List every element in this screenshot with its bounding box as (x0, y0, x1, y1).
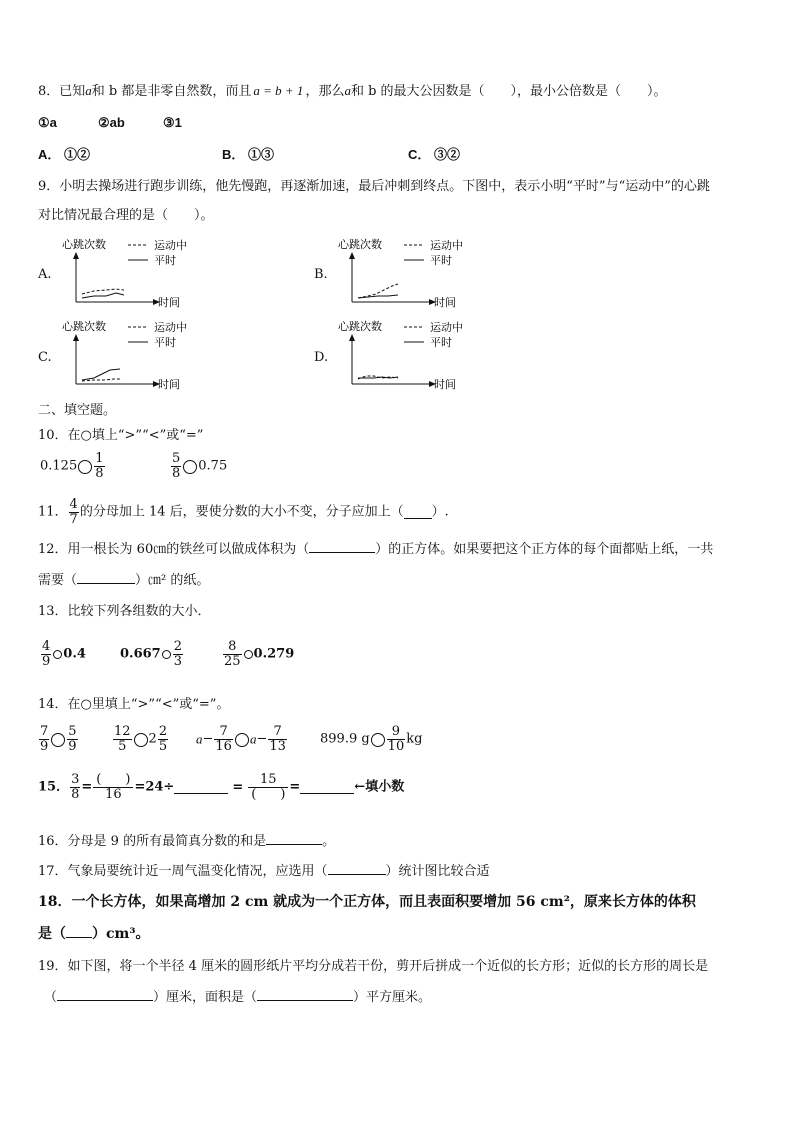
option-text: ③② (434, 147, 461, 162)
question-12-line1 (38, 540, 713, 559)
q10-expr-1 (40, 452, 106, 481)
graph-a[interactable] (58, 234, 208, 310)
graph-b[interactable] (334, 234, 484, 310)
answer-blank[interactable] (404, 506, 432, 519)
question-14: 14．在○里填上“>”“<”或“=”。 (38, 697, 230, 712)
compare-circle[interactable] (183, 460, 197, 474)
option-letter: A． (38, 147, 61, 162)
value: 0.75 (198, 458, 228, 474)
denominator: 8 (71, 787, 80, 802)
answer-blank[interactable] (257, 988, 353, 1001)
graph-b-letter[interactable]: B. (314, 267, 328, 282)
numerator: 7 (40, 724, 49, 739)
q8-text: 和 b 都是非零自然数，而且 (91, 84, 252, 99)
question-9-line1: 9．小明去操场进行跑步训练，他先慢跑，再逐渐加速，最后冲刺到终点。下图中，表示小明“平时”与“运动中”的心跳 (38, 179, 710, 194)
q16-text: 16．分母是 9 的所有最简真分数的和是 (38, 834, 267, 849)
numerator: 2 (158, 724, 168, 739)
graph-d[interactable] (334, 316, 484, 392)
y-axis-label: 心跳次数 (338, 238, 382, 251)
option-letter: C． (408, 147, 431, 162)
question-9-line2: 对比情况最合理的是（ ）。 (38, 208, 214, 223)
q8-choice-2: ②ab (98, 115, 125, 130)
q15-text: =24÷ (134, 779, 175, 795)
fraction (69, 498, 79, 527)
equals-sign: = (232, 779, 244, 795)
equation: a = b + 1 (253, 83, 304, 98)
q14-expr-4 (320, 725, 422, 754)
answer-blank[interactable] (300, 781, 354, 794)
y-axis-label: 心跳次数 (338, 320, 382, 333)
numerator: 5 (68, 724, 77, 739)
numerator: 4 (42, 639, 51, 654)
series-normal-line (82, 293, 124, 298)
numerator: 9 (387, 725, 406, 740)
value: 0.4 (63, 646, 86, 662)
legend-dash-label: 运动中 (154, 239, 187, 252)
denominator: 25 (224, 654, 241, 669)
question-10: 10．在○填上“>”“<”或“=” (38, 428, 204, 443)
question-17 (38, 862, 490, 881)
denominator: 9 (40, 739, 49, 754)
question-11 (38, 498, 449, 527)
q14-expr-1 (38, 725, 79, 754)
denominator: 9 (68, 739, 77, 754)
option-letter: B． (222, 147, 245, 162)
legend-solid-label: 平时 (430, 336, 452, 349)
denominator: 13 (269, 739, 286, 754)
section-heading: 二、填空题。 (38, 403, 117, 418)
q11-end: ）. (431, 504, 449, 520)
q8-option-a[interactable] (38, 146, 90, 164)
q8-text: 已知 (59, 84, 86, 99)
y-axis-arrow (349, 252, 355, 259)
q18-text: ）cm³。 (92, 926, 150, 942)
legend-solid-label: 平时 (154, 336, 176, 349)
q16-end: 。 (322, 834, 336, 849)
question-18-line1: 18．一个长方体，如果高增加 2 cm 就成为一个正方体，而且表面积要增加 56 cm²，原来长方体的体积 (38, 894, 696, 910)
denominator: 16 (105, 787, 122, 802)
q12-text: ）㎝² 的纸。 (135, 573, 210, 588)
y-axis-label: 心跳次数 (62, 238, 106, 251)
q15-end: ←填小数 (354, 779, 405, 795)
var-a: a (344, 83, 351, 98)
unit: kg (406, 731, 423, 747)
fraction (387, 725, 406, 754)
q14-expr-2 (112, 725, 169, 754)
x-axis-label: 时间 (434, 378, 456, 391)
numerator: 1 (95, 451, 104, 466)
question-number: 11． (38, 504, 68, 520)
var-a: a (196, 731, 203, 747)
denominator: 16 (215, 739, 232, 754)
equals-sign: = (289, 779, 301, 795)
minus-sign: − (202, 731, 214, 747)
x-axis-label: 时间 (158, 378, 180, 391)
denominator: 5 (158, 739, 168, 754)
fraction (158, 725, 168, 754)
fraction (113, 725, 132, 754)
answer-blank[interactable] (66, 925, 92, 938)
compare-circle[interactable] (235, 733, 249, 747)
compare-circle[interactable] (162, 650, 171, 659)
y-axis-arrow (73, 334, 79, 341)
answer-blank[interactable] (309, 540, 375, 553)
numerator: 2 (173, 639, 182, 654)
graph-d-letter[interactable]: D. (314, 350, 329, 365)
minus-sign: − (256, 731, 268, 747)
denominator: 9 (42, 654, 51, 669)
fraction (173, 640, 183, 669)
legend-dash-label: 运动中 (154, 321, 187, 334)
denominator: 8 (172, 466, 181, 481)
q12-text: 12．用一根长为 60㎝的铁丝可以做成体积为（ (38, 542, 310, 557)
y-axis-arrow (349, 334, 355, 341)
q8-choice-3: ③1 (163, 115, 182, 130)
equals-sign: = (81, 779, 93, 795)
question-number: 8． (38, 84, 60, 99)
graph-c[interactable] (58, 316, 208, 392)
var-a: a (249, 731, 257, 747)
fraction (39, 725, 49, 754)
compare-circle[interactable] (53, 650, 62, 659)
question-number: 15． (38, 779, 70, 795)
legend-dash-label: 运动中 (430, 321, 463, 334)
whole-number: 2 (148, 731, 157, 747)
series-normal-line (82, 369, 120, 380)
value: 0.279 (253, 646, 295, 662)
q10-expr-2 (170, 452, 227, 481)
numerator: 12 (114, 724, 131, 739)
q13-expr-3 (222, 640, 294, 669)
answer-blank[interactable] (328, 862, 386, 875)
value: 899.9 g (320, 731, 370, 747)
question-8 (38, 82, 667, 101)
compare-circle[interactable] (244, 650, 253, 659)
fraction (171, 452, 181, 481)
y-axis-arrow (73, 252, 79, 259)
numerator: 7 (214, 725, 233, 740)
q13-expr-1 (40, 640, 86, 669)
numerator: 4 (69, 497, 78, 512)
q8-option-b[interactable] (222, 146, 274, 164)
graph-a-letter[interactable]: A. (38, 267, 52, 282)
legend-dash-label: 运动中 (430, 239, 463, 252)
q8-text: ，那么 (305, 84, 345, 99)
compare-circle[interactable] (78, 460, 92, 474)
q18-text: 是（ (38, 926, 66, 942)
question-16 (38, 832, 335, 851)
q14-expr-3 (196, 725, 288, 754)
denominator: 3 (173, 654, 182, 669)
fraction (70, 773, 80, 802)
fraction-blank[interactable]: $\frac{( )}{16}$ (93, 773, 133, 802)
q8-text: 和 b 的最大公因数是（ ），最小公倍数是（ ）。 (350, 84, 667, 99)
option-text: ①② (64, 147, 91, 162)
answer-blank[interactable] (174, 781, 228, 794)
fraction-blank[interactable]: $\frac{15}{( )}$ (248, 773, 288, 802)
compare-circle[interactable] (134, 733, 148, 747)
value: 0.125 (40, 458, 78, 474)
option-text: ①③ (248, 147, 275, 162)
q19-text: ）厘米，面积是（ (153, 990, 258, 1005)
question-19-line2 (44, 988, 431, 1007)
numerator: 15 (248, 773, 288, 788)
fraction (223, 640, 242, 669)
value: 0.667 (120, 646, 161, 662)
numerator: 3 (71, 772, 80, 787)
q8-choice-1: ①a (38, 115, 57, 130)
q11-text: 的分母加上 14 后，要使分数的大小不变，分子应加上（ (79, 504, 404, 520)
fraction (41, 640, 51, 669)
fraction (268, 725, 287, 754)
answer-blank[interactable] (266, 832, 322, 845)
q19-text: ）平方厘米。 (353, 990, 432, 1005)
x-axis-label: 时间 (158, 296, 180, 309)
fraction (214, 725, 233, 754)
numerator: 8 (223, 640, 242, 655)
denominator: 10 (387, 739, 405, 754)
graph-c-letter[interactable]: C. (38, 350, 52, 365)
q12-text: ）的正方体。如果要把这个正方体的每个面都贴上纸，一共 (375, 542, 714, 557)
var-a: a (85, 83, 92, 98)
question-12-line2 (38, 571, 209, 590)
q19-text: （ (44, 990, 58, 1005)
compare-circle[interactable] (371, 733, 385, 747)
numerator: 5 (172, 451, 181, 466)
y-axis-label: 心跳次数 (62, 320, 106, 333)
question-18-line2 (38, 924, 149, 944)
denominator: 8 (95, 466, 104, 481)
question-13: 13．比较下列各组数的大小． (38, 604, 211, 619)
numerator: 7 (268, 725, 287, 740)
question-19-line1: 19．如下图，将一个半径 4 厘米的圆形纸片平均分成若干份，剪开后拼成一个近似的长方形；近似的长方形的周长是 (38, 959, 709, 974)
legend-solid-label: 平时 (430, 254, 452, 267)
legend-solid-label: 平时 (154, 254, 176, 267)
q12-text: 需要（ (38, 573, 78, 588)
denominator: 5 (118, 739, 127, 754)
q17-end: ）统计图比较合适 (385, 864, 490, 879)
denominator: 7 (69, 512, 78, 527)
answer-blank[interactable] (57, 988, 153, 1001)
question-15 (38, 773, 404, 802)
x-axis-label: 时间 (434, 296, 456, 309)
q17-text: 17．气象局要统计近一周气温变化情况，应选用（ (38, 864, 328, 879)
compare-circle[interactable] (51, 733, 65, 747)
q13-expr-2 (120, 640, 184, 669)
answer-blank[interactable] (77, 571, 135, 584)
fraction (67, 725, 77, 754)
q8-option-c[interactable] (408, 146, 460, 164)
fraction (94, 452, 104, 481)
